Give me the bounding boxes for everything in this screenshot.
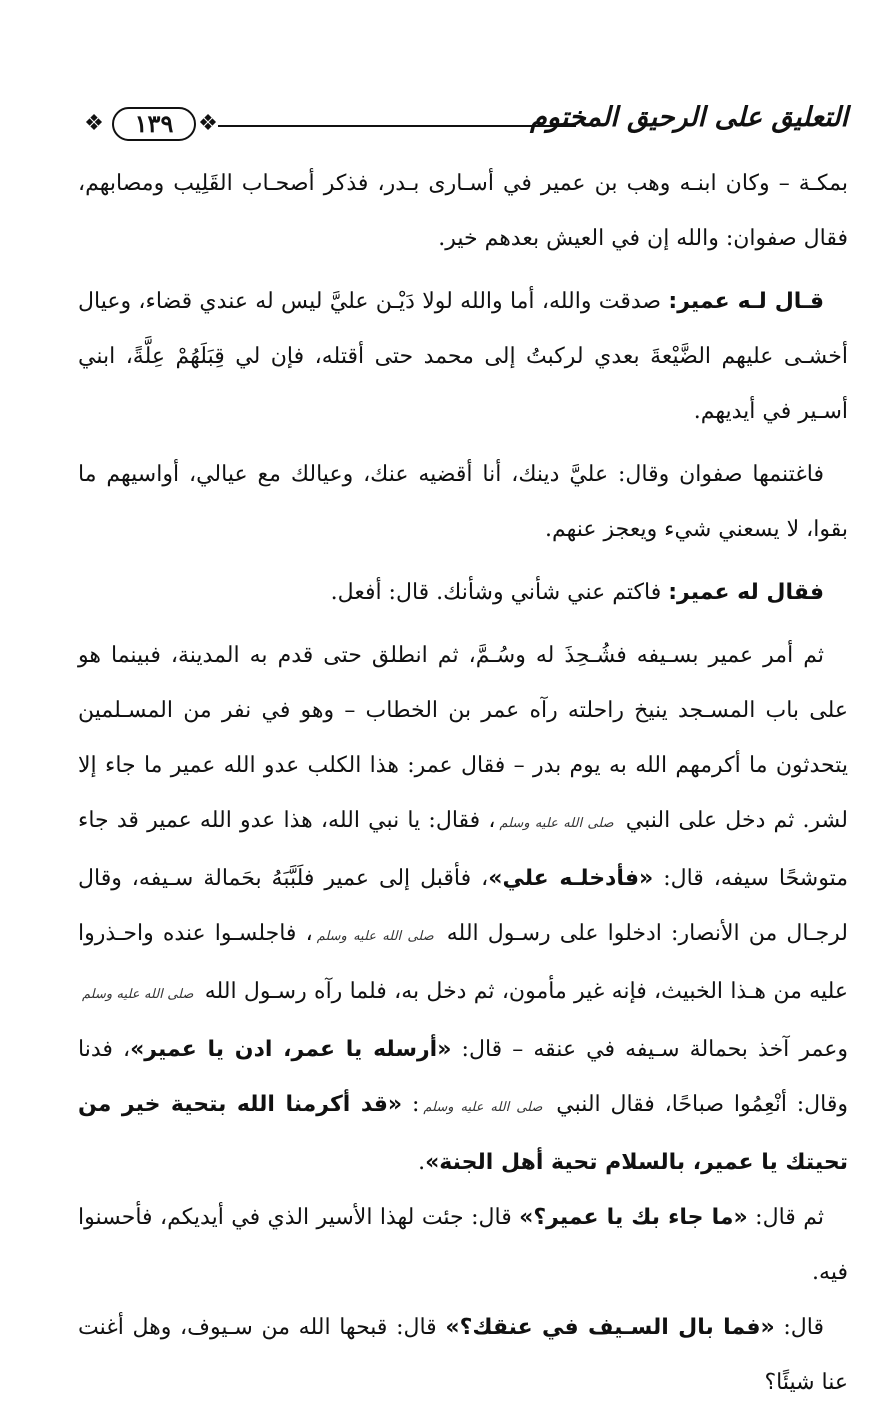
running-title: التعليق على الرحيق المختوم — [530, 102, 848, 133]
salawat-ligature: صلى الله عليه وسلم — [316, 929, 434, 944]
text-run: ، فدنا وقال: أنْعِمُوا صباحًا، فقال النبي — [78, 1037, 849, 1117]
ornament-icon: ❖ — [198, 111, 218, 136]
text-run: : — [402, 1092, 420, 1117]
paragraph — [78, 447, 848, 557]
text-run: ، فأقبل إلى عمير فلَبَّبَهُ بحَمالة سـيفه، وقال لرجـال من الأنصار: ادخلوا على رسـول الله — [78, 866, 849, 946]
text-run: فاغتنمها صفوان وقال: عليَّ دينك، أنا أقضيه عنك، وعيالك مع عيالي، أواسيهم ما بقوا، لا يسعني شيء ويعجز عنهم. — [78, 462, 848, 542]
bold-quote: «قد أكرمنا الله بتحية خير من تحيتك يا عمير، بالسلام تحية أهل الجنة» — [78, 1092, 848, 1175]
bold-quote: فقال له عمير: — [668, 580, 824, 605]
page-number: ١٣٩ — [112, 107, 196, 141]
text-run: قال: جئت لهذا الأسير الذي في أيديكم، فأحسنوا فيه. — [78, 1205, 848, 1285]
paragraph — [78, 565, 848, 620]
paragraph — [78, 156, 848, 266]
text-run: قال: قبحها الله من سـيوف، وهل أغنت عنا شيئًا؟ — [78, 1315, 848, 1395]
bold-quote: «أرسله يا عمر، ادن يا عمير» — [130, 1037, 452, 1062]
text-run: بمكـة – وكان ابنـه وهب بن عمير في أسـارى بـدر، فذكر أصحـاب القَلِيب ومصابهم، فقال صفوان: والله إن في العيش بعدهم خير. — [78, 171, 848, 251]
text-run: صدقت والله، أما والله لولا دَيْـن عليَّ ليس له عندي قضاء، وعيال أخشـى عليهم الضَّيْعةَ بعدي لركبتُ إلى محمد حتى أقتله، فإن لي قِبَلَهُمْ عِلَّةً، ابني أسـير في أيديهم. — [78, 289, 848, 424]
body-text — [78, 156, 848, 1410]
text-run: ، فاجلسـوا عنده واحـذروا عليه من هـذا الخبيث، فإنه غير مأمون، ثم دخل به، فلما رآه رسـول الله — [78, 921, 848, 1004]
paragraph — [78, 1190, 848, 1300]
text-run: فاكتم عني شأني وشأنك. قال: أفعل. — [330, 580, 669, 605]
salawat-ligature: صلى الله عليه وسلم — [423, 1100, 543, 1115]
header-rule — [218, 125, 576, 127]
bold-quote: «ما جاء بك يا عمير؟» — [519, 1205, 748, 1230]
text-run: ثم قال: — [747, 1205, 824, 1230]
text-run: ثم أمر عمير بسـيفه فشُـحِذَ له وسُـمَّ، ثم انطلق حتى قدم به المدينة، فبينما هو على باب المسـجد ينيخ راحلته رآه عمر بن الخطاب – وهو في نفر من المسـلمين يتحدثون ما أكرمهم الله به يوم بدر – فقال عمر: هذا الكلب عدو الله عمير ما جاء إلا لشر. ثم دخل على النبي — [78, 643, 849, 833]
text-run: قال: — [774, 1315, 825, 1340]
salawat-ligature: صلى الله عليه وسلم — [499, 816, 614, 831]
paragraph — [78, 628, 848, 1190]
bold-quote: «فما بال السـيف في عنقك؟» — [445, 1315, 775, 1340]
salawat-ligature: صلى الله عليه وسلم — [82, 987, 194, 1002]
ornament-icon: ❖ — [84, 111, 104, 136]
paragraph — [78, 274, 848, 439]
text-run: . — [418, 1150, 426, 1175]
bold-quote: «فأدخلـه علي» — [488, 866, 654, 891]
text-run: وعمر آخذ بحمالة سـيفه في عنقه – قال: — [451, 1037, 848, 1062]
page-header — [78, 98, 848, 154]
bold-quote: قـال لـه عمير: — [668, 289, 824, 314]
text-run: ، فقال: يا نبي الله، هذا عدو الله عمير قد جاء متوشحًا سيفه، قال: — [78, 808, 848, 891]
paragraph — [78, 1300, 848, 1410]
